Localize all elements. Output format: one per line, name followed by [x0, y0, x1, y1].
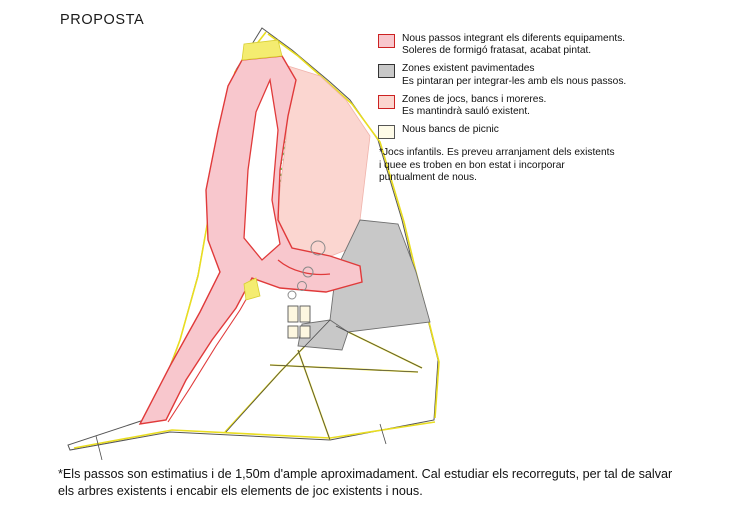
legend-swatch-zones-jocs — [378, 95, 395, 109]
legend-swatch-nous-passos — [378, 34, 395, 48]
legend-label-zones-pavimentades: Zones existent pavimentades Es pintaran per integrar-les amb els nous passos. — [402, 63, 627, 87]
page-title: PROPOSTA — [60, 12, 145, 28]
legend-item-zones-pavimentades — [378, 63, 698, 87]
legend-label-bancs-picnic: Nous bancs de picnic — [402, 124, 499, 136]
legend-item-bancs-picnic — [378, 124, 698, 139]
legend-item-nous-passos — [378, 33, 698, 57]
legend-note: *Jocs infantils. Es preveu arranjament dels existents i quee es troben en bon estat i incorporar puntualment de nous. — [379, 147, 615, 184]
legend-swatch-zones-pavimentades — [378, 64, 395, 78]
legend-item-zones-jocs — [378, 94, 698, 118]
legend-swatch-bancs-picnic — [378, 125, 395, 139]
legend — [378, 33, 698, 184]
footnote: *Els passos son estimatius i de 1,50m d'ample aproximadament. Cal estudiar els recorreguts, per tal de salvar els arbres existents i encabir els elements de joc existents i nous. — [58, 467, 673, 498]
legend-label-zones-jocs: Zones de jocs, bancs i moreres. Es mantindrà sauló existent. — [402, 93, 547, 118]
legend-label-nous-passos: Nous passos integrant els diferents equipaments. Soleres de formigó fratasat, acabat pintat. — [402, 33, 626, 57]
